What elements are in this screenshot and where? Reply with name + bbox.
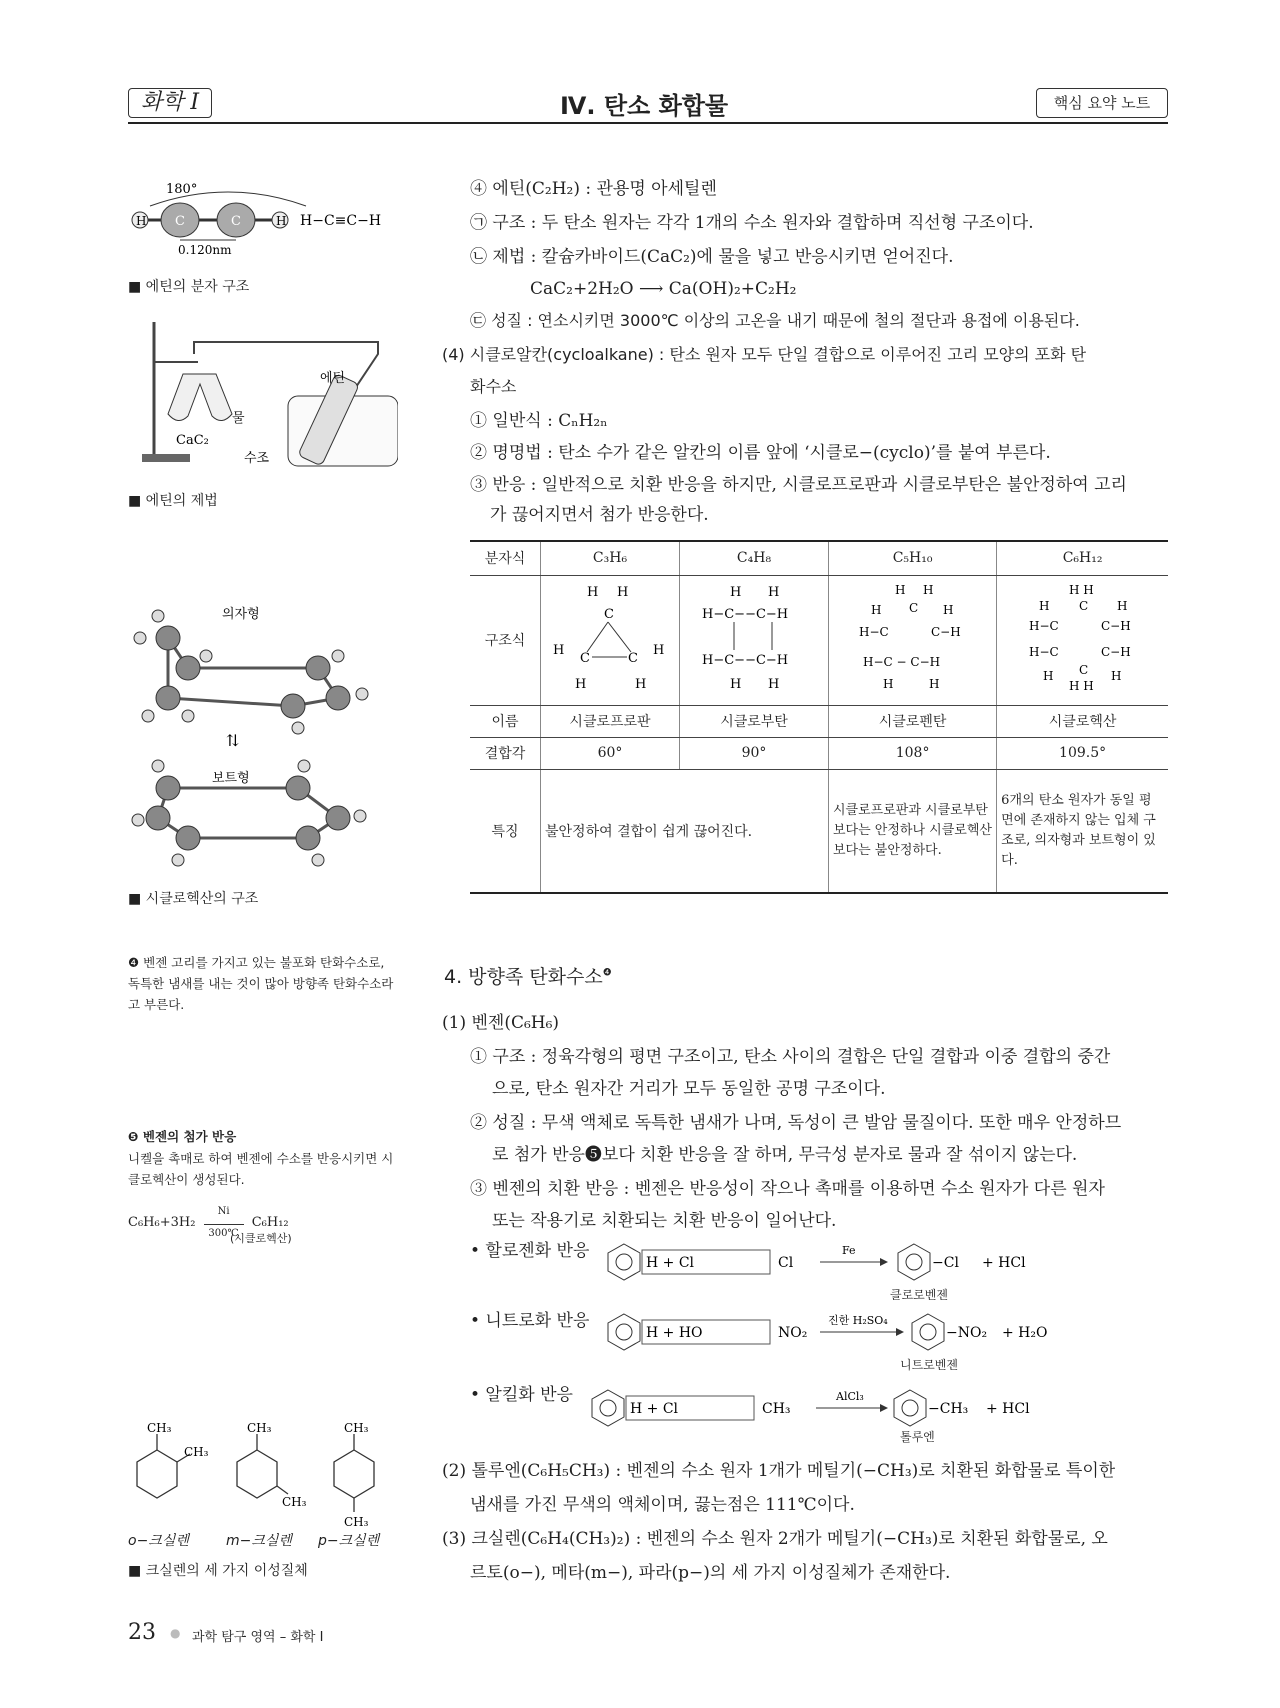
row-header: 결합각: [470, 737, 541, 769]
name-cell: 시클로프로판: [541, 705, 680, 737]
ethyne-molecule-figure: [128, 178, 408, 258]
y-tube: [168, 374, 232, 421]
svg-text:C: C: [231, 214, 241, 229]
ethyne-structure-caption: ■ 에틴의 분자 구조: [128, 279, 250, 295]
svg-text:H: H: [768, 677, 780, 692]
svg-text:H: H: [882, 677, 894, 691]
ethyne-formula: H−C≡C−H: [300, 213, 382, 229]
svg-text:H: H: [653, 643, 665, 658]
table-row: [470, 541, 1168, 575]
ethyne-property: ㉢ 성질 : 연소시키면 3000℃ 이상의 고온을 내기 때문에 철의 절단과 용접에 이용된다.: [470, 311, 1080, 330]
svg-text:H + Cl: H + Cl: [630, 1401, 679, 1417]
svg-text:H: H: [635, 677, 647, 692]
svg-text:−CH₃: −CH₃: [928, 1401, 969, 1417]
footnote-marker: ❹: [602, 967, 612, 979]
footer-text: 과학 탐구 영역 – 화학 Ⅰ: [192, 1630, 324, 1645]
cycloalkane-title: (4) 시클로알칸(cycloalkane) : 탄소 원자 모두 단일 결합으로 이루어진 고리 모양의 포화 탄: [442, 345, 1087, 364]
benzene-structure-cont: 으로, 탄소 원자간 거리가 모두 동일한 공명 구조이다.: [492, 1079, 886, 1099]
svg-text:C: C: [1078, 599, 1088, 613]
xylene-name-o: o−크실렌: [128, 1533, 189, 1549]
note-5-title: ❺ 벤젠의 첨가 반응: [128, 1129, 237, 1144]
substitution-reactions: [470, 1240, 1170, 1444]
svg-text:H: H: [276, 214, 287, 228]
cyclobutane-structure: [684, 582, 824, 694]
formula-cell: C₄H₈: [680, 541, 829, 575]
svg-text:H: H: [768, 585, 780, 600]
ethyne-apparatus-figure: [128, 314, 398, 484]
xylene-name-p: p−크실렌: [318, 1533, 380, 1549]
svg-text:H−C: H−C: [1028, 645, 1059, 659]
row-header: 분자식: [470, 541, 541, 575]
svg-text:C: C: [580, 651, 590, 666]
svg-text:H: H: [575, 677, 587, 692]
table-row: [470, 705, 1168, 737]
cycloalkane-naming: ② 명명법 : 탄소 수가 같은 알칸의 이름 앞에 ‘시클로−(cyclo)’를 붙여 부른다.: [470, 443, 1051, 463]
svg-text:C: C: [175, 214, 185, 229]
svg-text:C−H: C−H: [930, 625, 961, 639]
svg-text:+ HCl: + HCl: [982, 1255, 1026, 1271]
cycloalkane-table: [470, 540, 1168, 894]
svg-text:AlCl₃: AlCl₃: [836, 1390, 864, 1403]
feature-cell: 시클로프로판과 시클로부탄보다는 안정하나 시클로헥산보다는 불안정하다.: [829, 769, 997, 893]
xylene-name-m: m−크실렌: [226, 1533, 292, 1549]
row-header: 구조식: [470, 575, 541, 705]
feature-cell: 6개의 탄소 원자가 동일 평면에 존재하지 않는 입체 구조로, 의자형과 보트형이 있다.: [997, 769, 1168, 893]
svg-text:H + Cl: H + Cl: [646, 1255, 695, 1271]
xylene-isomers-figure: [122, 1420, 412, 1535]
boat-label: 보트형: [212, 771, 250, 786]
footer-dot: ●: [170, 1626, 181, 1640]
halogenation-scheme: [606, 1240, 1166, 1286]
svg-text:+ H₂O: + H₂O: [1002, 1325, 1048, 1341]
svg-text:CH₃: CH₃: [282, 1495, 307, 1509]
svg-text:+ HCl: + HCl: [986, 1401, 1030, 1417]
svg-text:H: H: [1110, 669, 1122, 683]
structure-cell: [829, 575, 997, 705]
toluene-text: (2) 톨루엔(C₆H₅CH₃) : 벤젠의 수소 원자 1개가 메틸기(−CH₃)로 치환된 화합물로 특이한: [442, 1461, 1116, 1481]
svg-text:H: H: [942, 603, 954, 617]
angle-cell: 60°: [541, 737, 680, 769]
angle-cell: 90°: [680, 737, 829, 769]
name-cell: 시클로펜탄: [829, 705, 997, 737]
formula-cell: C₅H₁₀: [829, 541, 997, 575]
structure-cell: [541, 575, 680, 705]
svg-text:H: H: [617, 585, 629, 600]
svg-text:H: H: [730, 677, 742, 692]
svg-text:CH₃: CH₃: [247, 1421, 272, 1435]
chapter-title: Ⅳ. 탄소 화합물: [560, 92, 729, 120]
svg-text:H−C: H−C: [1028, 619, 1059, 633]
table-row: [470, 737, 1168, 769]
toluene-text-cont: 냄새를 가진 무색의 액체이며, 끓는점은 111℃이다.: [470, 1495, 855, 1515]
svg-text:H: H: [894, 583, 906, 597]
label-water-tank: 수조: [244, 451, 270, 466]
subject-label: 화학 I: [128, 88, 212, 118]
svg-text:−Cl: −Cl: [932, 1255, 959, 1271]
svg-text:H: H: [136, 214, 147, 228]
label-ethyne: 에틴: [320, 371, 346, 386]
xylene-text-cont: 르토(o−), 메타(m−), 파라(p−)의 세 가지 이성질체가 존재한다.: [470, 1563, 951, 1583]
cyclohexane-structure: [1013, 582, 1153, 694]
exchange-arrows: ⇅: [226, 731, 240, 750]
svg-text:C−H: C−H: [1100, 645, 1131, 659]
formula-cell: C₃H₆: [541, 541, 680, 575]
angle-label: 180°: [166, 182, 198, 197]
product-name: 니트로벤젠: [900, 1358, 958, 1372]
xylene-caption: ■ 크실렌의 세 가지 이성질체: [128, 1563, 308, 1579]
aromatic-title: 4. 방향족 탄화수소$^❹$: [444, 966, 612, 988]
svg-text:진한 H₂SO₄: 진한 H₂SO₄: [828, 1314, 888, 1327]
svg-text:C−H: C−H: [1100, 619, 1131, 633]
summary-badge: 핵심 요약 노트: [1036, 88, 1168, 118]
cycloalkane-reaction-cont: 가 끊어지면서 첨가 반응한다.: [490, 505, 709, 525]
benzene-substitution-cont: 또는 작용기로 치환되는 치환 반응이 일어난다.: [492, 1211, 837, 1231]
svg-text:NO₂: NO₂: [778, 1325, 808, 1341]
ethyne-prep-caption: ■ 에틴의 제법: [128, 493, 218, 509]
svg-text:Fe: Fe: [842, 1244, 856, 1257]
cyclopentane-structure: [843, 582, 983, 694]
svg-text:H + HO: H + HO: [646, 1325, 703, 1341]
cyclopropane-structure: [545, 582, 675, 694]
nitration-scheme: [606, 1310, 1166, 1356]
svg-text:H: H: [922, 583, 934, 597]
svg-text:H: H: [1042, 669, 1054, 683]
ethyne-preparation: ㉡ 제법 : 칼슘카바이드(CaC₂)에 물을 넣고 반응시키면 얻어진다.: [470, 247, 954, 267]
cycloalkane-title-cont: 화수소: [470, 377, 517, 396]
eq-right: C₆H₁₂: [251, 1215, 289, 1230]
eq-temperature: 300℃: [208, 1228, 239, 1239]
eq-product-name: (시클로헥산): [230, 1232, 292, 1245]
svg-text:H: H: [553, 643, 565, 658]
svg-text:Cl: Cl: [778, 1255, 794, 1271]
label-cac2: CaC₂: [176, 433, 209, 448]
angle-cell: 108°: [829, 737, 997, 769]
bond-length: 0.120nm: [178, 243, 232, 257]
name-cell: 시클로헥산: [997, 705, 1168, 737]
feature-cell: 불안정하여 결합이 쉽게 끊어진다.: [541, 769, 829, 893]
svg-text:C: C: [628, 651, 638, 666]
benzene-title: (1) 벤젠(C₆H₆): [442, 1013, 560, 1033]
svg-text:CH₃: CH₃: [762, 1401, 791, 1417]
reaction-label: • 알킬화 반응: [470, 1385, 573, 1405]
structure-cell: [997, 575, 1168, 705]
name-cell: 시클로부탄: [680, 705, 829, 737]
svg-text:CH₃: CH₃: [184, 1445, 209, 1459]
svg-text:H: H: [928, 677, 940, 691]
svg-text:−NO₂: −NO₂: [946, 1325, 988, 1341]
note-5-body: 니켈을 촉매로 하여 벤젠에 수소를 반응시키면 시클로헥산이 생성된다.: [128, 1151, 394, 1187]
header-rule: [128, 122, 1168, 124]
benzene-property-cont: 로 첨가 반응❺보다 치환 반응을 잘 하며, 무극성 분자로 물과 잘 섞이지 않는다.: [492, 1145, 1078, 1165]
table-row: [470, 769, 1168, 893]
svg-text:CH₃: CH₃: [344, 1515, 369, 1529]
angle-cell: 109.5°: [997, 737, 1168, 769]
svg-text:CH₃: CH₃: [344, 1421, 369, 1435]
reaction-label: • 할로젠화 반응: [470, 1241, 590, 1261]
ethyne-equation: CaC₂+2H₂O ⟶ Ca(OH)₂+C₂H₂: [530, 279, 797, 299]
formula-cell: C₆H₁₂: [997, 541, 1168, 575]
svg-text:C: C: [908, 601, 918, 615]
svg-text:H−C−−C−H: H−C−−C−H: [702, 653, 789, 668]
alkylation-scheme: [590, 1386, 1150, 1432]
note-4: ❹ 벤젠 고리를 가지고 있는 불포화 탄화수소로, 독특한 냄새를 내는 것이 많아 방향족 탄화수소라고 부른다.: [128, 955, 394, 1012]
svg-text:H H: H H: [1068, 679, 1094, 693]
row-header: 특징: [470, 769, 541, 893]
svg-text:H: H: [730, 585, 742, 600]
ethyne-title: ④ 에틴(C₂H₂) : 관용명 아세틸렌: [470, 179, 717, 199]
product-name: 톨루엔: [900, 1430, 935, 1444]
ethyne-structure: ㉠ 구조 : 두 탄소 원자는 각각 1개의 수소 원자와 결합하며 직선형 구조이다.: [470, 213, 1034, 233]
page-number: 23: [128, 1620, 156, 1645]
label-water: 물: [232, 411, 245, 426]
svg-text:CH₃: CH₃: [147, 1421, 172, 1435]
benzene-structure: ① 구조 : 정육각형의 평면 구조이고, 탄소 사이의 결합은 단일 결합과 이중 결합의 중간: [470, 1047, 1111, 1067]
svg-text:H−C − C−H: H−C − C−H: [862, 655, 940, 669]
cycloalkane-reaction: ③ 반응 : 일반적으로 치환 반응을 하지만, 시클로프로판과 시클로부탄은 불안정하여 고리: [470, 475, 1127, 495]
svg-text:H: H: [1116, 599, 1128, 613]
cyclohexane-caption: ■ 시클로헥산의 구조: [128, 891, 259, 907]
row-header: 이름: [470, 705, 541, 737]
svg-text:H: H: [1038, 599, 1050, 613]
structure-cell: [680, 575, 829, 705]
benzene-substitution: ③ 벤젠의 치환 반응 : 벤젠은 반응성이 작으나 촉매를 이용하면 수소 원자가 다른 원자: [470, 1179, 1105, 1199]
svg-text:H: H: [587, 585, 599, 600]
svg-text:C: C: [604, 607, 614, 622]
product-name: 클로로벤젠: [890, 1288, 948, 1302]
svg-text:H H: H H: [1068, 583, 1094, 597]
cycloalkane-formula: ① 일반식 : CₙH₂ₙ: [470, 411, 608, 431]
chair-label: 의자형: [222, 607, 260, 622]
cyclohexane-conformation-figure: [128, 598, 398, 878]
svg-text:H−C: H−C: [858, 625, 889, 639]
eq-catalyst: Ni: [217, 1206, 230, 1217]
svg-text:H: H: [870, 603, 882, 617]
table-row: [470, 575, 1168, 705]
eq-left: C₆H₆+3H₂: [128, 1215, 196, 1230]
xylene-text: (3) 크실렌(C₆H₄(CH₃)₂) : 벤젠의 수소 원자 2개가 메틸기(−CH₃)로 치환된 화합물로, 오: [442, 1529, 1108, 1549]
benzene-property: ② 성질 : 무색 액체로 독특한 냄새가 나며, 독성이 큰 발암 물질이다. 또한 매우 안정하므: [470, 1113, 1122, 1133]
svg-text:C: C: [1078, 663, 1088, 677]
reaction-label: • 니트로화 반응: [470, 1311, 590, 1331]
svg-text:H−C−−C−H: H−C−−C−H: [702, 607, 789, 622]
